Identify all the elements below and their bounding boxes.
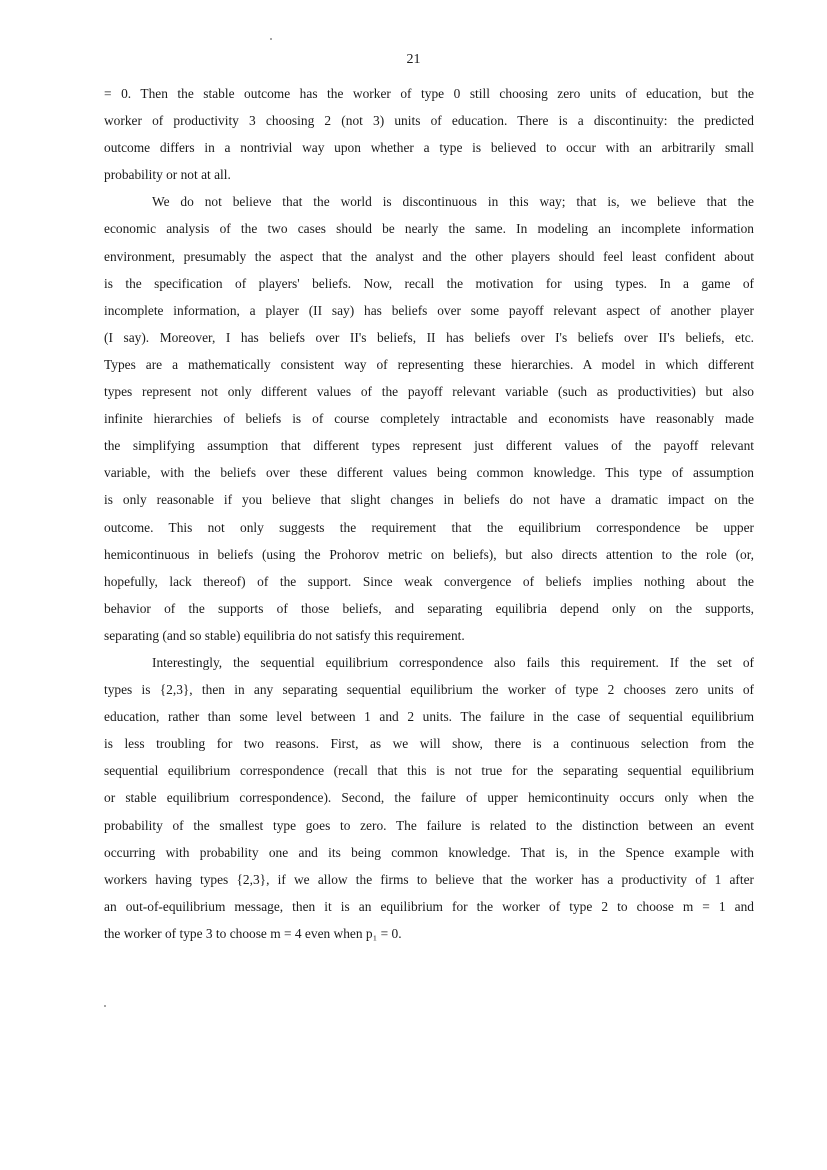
text-line: We do not believe that the world is discontinuous in this way; that is, we believe that the — [152, 194, 754, 210]
page-number: 21 — [406, 52, 421, 67]
text-line: types represent not only different values of the payoff relevant variable (such as productivities) but also — [104, 384, 754, 400]
text-line: separating (and so stable) equilibria do not satisfy this requirement. — [104, 627, 465, 643]
text-line: is less troubling for two reasons. First, as we will show, there is a continuous selection from the — [104, 736, 754, 752]
text-line: types is {2,3}, then in any separating sequential equilibrium the worker of type 2 chooses zero units of — [104, 682, 754, 698]
text-line: Interestingly, the sequential equilibrium correspondence also fails this requirement. If the set of — [152, 654, 754, 670]
text-line: sequential equilibrium correspondence (recall that this is not true for the separating sequential equilibrium — [104, 763, 754, 779]
text-line: worker of productivity 3 choosing 2 (not 3) units of education. There is a discontinuity: the predicted — [104, 113, 754, 129]
paragraph-2 — [104, 188, 754, 649]
text-line: behavior of the supports of those beliefs, and separating equilibria depend only on the supports, — [104, 600, 754, 616]
text-line: probability of the smallest type goes to zero. The failure is related to the distinction between an event — [104, 817, 754, 833]
scan-speck — [104, 1005, 106, 1007]
text-line: or stable equilibrium correspondence). Second, the failure of upper hemicontinuity occurs only when the — [104, 790, 754, 806]
text-line: environment, presumably the aspect that the analyst and the other players should feel least confident about — [104, 248, 754, 264]
body-text — [104, 80, 754, 947]
text-line: hemicontinuous in beliefs (using the Prohorov metric on beliefs), but also directs attention to the role (or, — [104, 546, 754, 562]
text-line: probability or not at all. — [104, 167, 231, 183]
text-line: is only reasonable if you believe that slight changes in beliefs do not have a dramatic impact on the — [104, 492, 754, 508]
scan-speck — [270, 38, 272, 40]
text-line: is the specification of players' beliefs. Now, recall the motivation for using types. In a game of — [104, 275, 754, 291]
text-line: incomplete information, a player (II say) has beliefs over some payoff relevant aspect of another player — [104, 302, 754, 318]
text-line: education, rather than some level between 1 and 2 units. The failure in the case of sequential equilibrium — [104, 709, 754, 725]
text-line: outcome differs in a nontrivial way upon whether a type is believed to occur with an arbitrarily small — [104, 140, 754, 156]
text-line: infinite hierarchies of beliefs is of course completely intractable and economists have reasonably made — [104, 411, 754, 427]
text-line: hopefully, lack thereof) of the support. Since weak convergence of beliefs implies nothing about the — [104, 573, 754, 589]
text-line: Types are a mathematically consistent way of representing these hierarchies. A model in which different — [104, 356, 754, 372]
text-line: = 0. Then the stable outcome has the worker of type 0 still choosing zero units of education, but the — [104, 86, 754, 101]
paragraph-1 — [104, 80, 754, 188]
text-line: an out-of-equilibrium message, then it is an equilibrium for the worker of type 2 to choose m = 1 and — [104, 898, 754, 914]
text-line: variable, with the beliefs over these different values being common knowledge. This type of assumption — [104, 465, 754, 481]
text-line: the worker of type 3 to choose m = 4 even when p₁ = 0. — [104, 925, 402, 941]
paragraph-3 — [104, 649, 754, 947]
text-line: the simplifying assumption that different types represent just different values of the payoff relevant — [104, 438, 754, 454]
text-line: occurring with probability one and its being common knowledge. That is, in the Spence example with — [104, 844, 754, 860]
text-line: outcome. This not only suggests the requirement that the equilibrium correspondence be upper — [104, 519, 754, 535]
text-line: (I say). Moreover, I has beliefs over II's beliefs, II has beliefs over I's beliefs over II's beliefs, etc. — [104, 329, 754, 345]
text-line: economic analysis of the two cases should be nearly the same. In modeling an incomplete information — [104, 221, 754, 237]
text-line: workers having types {2,3}, if we allow the firms to believe that the worker has a productivity of 1 after — [104, 871, 754, 887]
